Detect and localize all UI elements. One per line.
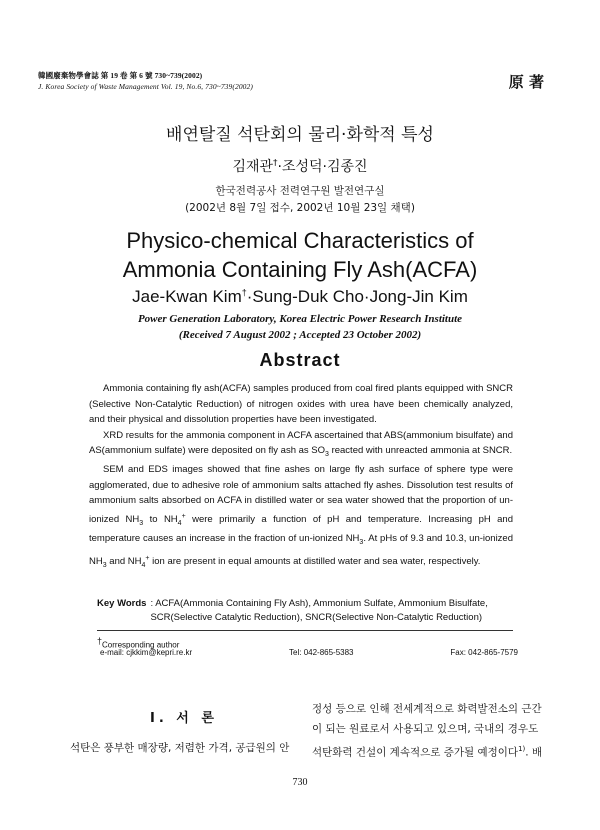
body-left-column: 석탄은 풍부한 매장량, 저렴한 가격, 공급원의 안 bbox=[70, 742, 290, 754]
superscript: + bbox=[181, 512, 186, 520]
abstract-paragraph-3 bbox=[89, 462, 513, 573]
abstract-paragraph-2 bbox=[89, 428, 513, 463]
abstract-text: reacted with unreacted ammonia at SNCR. bbox=[328, 445, 513, 456]
english-dates: (Received 7 August 2002 ; Accepted 23 October 2002) bbox=[178, 329, 422, 341]
dagger-mark: † bbox=[241, 287, 247, 298]
keywords-block bbox=[97, 597, 513, 625]
subscript: 3 bbox=[359, 539, 364, 547]
journal-citation-english: J. Korea Society of Waste Management Vol. 19, No.6, 730~739(2002) bbox=[38, 82, 253, 91]
subscript: 3 bbox=[102, 561, 107, 569]
contact-tel: Tel: 042-865-5383 bbox=[289, 648, 354, 657]
english-title-line-1: Physico-chemical Characteristics of bbox=[126, 228, 474, 253]
english-authors-rest: ·Sung-Duk Cho·Jong-Jin Kim bbox=[246, 287, 468, 306]
abstract-text: XRD results for the ammonia component in ACFA ascertained that ABS(ammonium bisulfate) and AS(ammonium sulfate) were deposited on fly ash as SO bbox=[89, 429, 513, 456]
abstract-body bbox=[89, 381, 513, 573]
english-affiliation-block bbox=[0, 311, 600, 343]
keywords-label: Key Words bbox=[97, 598, 147, 609]
abstract-text: were primarily a function of pH and temperature. Increasing pH and temperature causes an increase in the fraction of un-ionized NH bbox=[89, 514, 513, 545]
abstract-text: to NH bbox=[143, 514, 178, 526]
english-title bbox=[0, 226, 600, 284]
body-line: 정성 등으로 인해 전세계적으로 화력발전소의 근간 bbox=[312, 703, 542, 715]
abstract-text: SEM and EDS images showed that fine ashes on large fly ash surface of sphere type were agglomerated, due to adhesive role of ammonium salts attached fly ashes. Dissolution test results of ammonium salts absorbed on ACFA in distilled water or sea water showed that the proportion of un-ionized NH bbox=[89, 464, 513, 526]
contact-fax: Fax: 042-865-7579 bbox=[450, 648, 518, 657]
abstract-heading: Abstract bbox=[259, 350, 341, 370]
abstract-text: . At pHs of 9.3 and 10.3, un-ionized NH bbox=[89, 533, 513, 567]
body-right-column bbox=[312, 699, 560, 763]
body-text: . 배 bbox=[525, 746, 543, 759]
korean-author-1: 김재관 bbox=[232, 159, 274, 175]
english-affiliation: Power Generation Laboratory, Korea Electric Power Research Institute bbox=[137, 313, 463, 325]
keywords-text: : ACFA(Ammonia Containing Fly Ash), Ammonium Sulfate, Ammonium Bisulfate, SCR(Selective Catalytic Reduction), SNCR(Selective Non-Catalytic Reduction) bbox=[150, 598, 488, 623]
abstract-text: ion are present in equal amounts at distilled water and sea water, respectively. bbox=[149, 555, 481, 567]
dagger-mark: † bbox=[273, 158, 278, 169]
korean-title: 배연탈질 석탄회의 물리·화학적 특성 bbox=[166, 125, 434, 145]
english-authors bbox=[0, 287, 600, 307]
korean-dates: (2002년 8월 7일 접수, 2002년 10월 23일 채택) bbox=[185, 202, 415, 214]
korean-authors bbox=[0, 156, 600, 176]
superscript: + bbox=[145, 554, 150, 562]
korean-authors-rest: ·조성덕·김종진 bbox=[277, 159, 368, 175]
dagger-mark: † bbox=[97, 636, 103, 646]
subscript: 3 bbox=[325, 450, 329, 458]
subscript: 4 bbox=[141, 561, 146, 569]
citation-superscript: 1) bbox=[518, 745, 526, 753]
english-title-line-2: Ammonia Containing Fly Ash(ACFA) bbox=[122, 257, 478, 282]
journal-citation-korean: 韓國廢棄物學會誌 第 19 卷 第 6 號 730~739(2002) bbox=[38, 71, 203, 80]
page-number: 730 bbox=[292, 777, 308, 788]
body-line bbox=[312, 739, 560, 763]
abstract-text: and NH bbox=[106, 555, 142, 567]
article-type-badge: 原 著 bbox=[508, 73, 544, 91]
subscript: 3 bbox=[139, 519, 144, 527]
footnote-divider bbox=[97, 630, 513, 631]
section-heading-introduction: I. 서 론 bbox=[150, 711, 218, 726]
contact-line bbox=[100, 648, 518, 657]
corresponding-author-text: Corresponding author bbox=[102, 640, 180, 650]
body-text: 석탄화력 건설이 계속적으로 증가될 예정이다 bbox=[312, 746, 519, 759]
abstract-paragraph-1: Ammonia containing fly ash(ACFA) samples produced from coal fired plants equipped with SNCR (Selective Non-Catalytic Reduction) of nitrogen oxides with urea have been chemically analyzed, and their physical and dissolution properties have been investigated. bbox=[89, 383, 513, 425]
body-line: 이 되는 원료로서 사용되고 있으며, 국내의 경우도 bbox=[312, 723, 539, 735]
subscript: 4 bbox=[177, 519, 182, 527]
contact-email: e-mail: cjkkim@kepri.re.kr bbox=[100, 648, 193, 657]
english-author-1: Jae-Kwan Kim bbox=[132, 287, 242, 306]
korean-affiliation: 한국전력공사 전력연구원 발전연구실 bbox=[215, 185, 385, 197]
